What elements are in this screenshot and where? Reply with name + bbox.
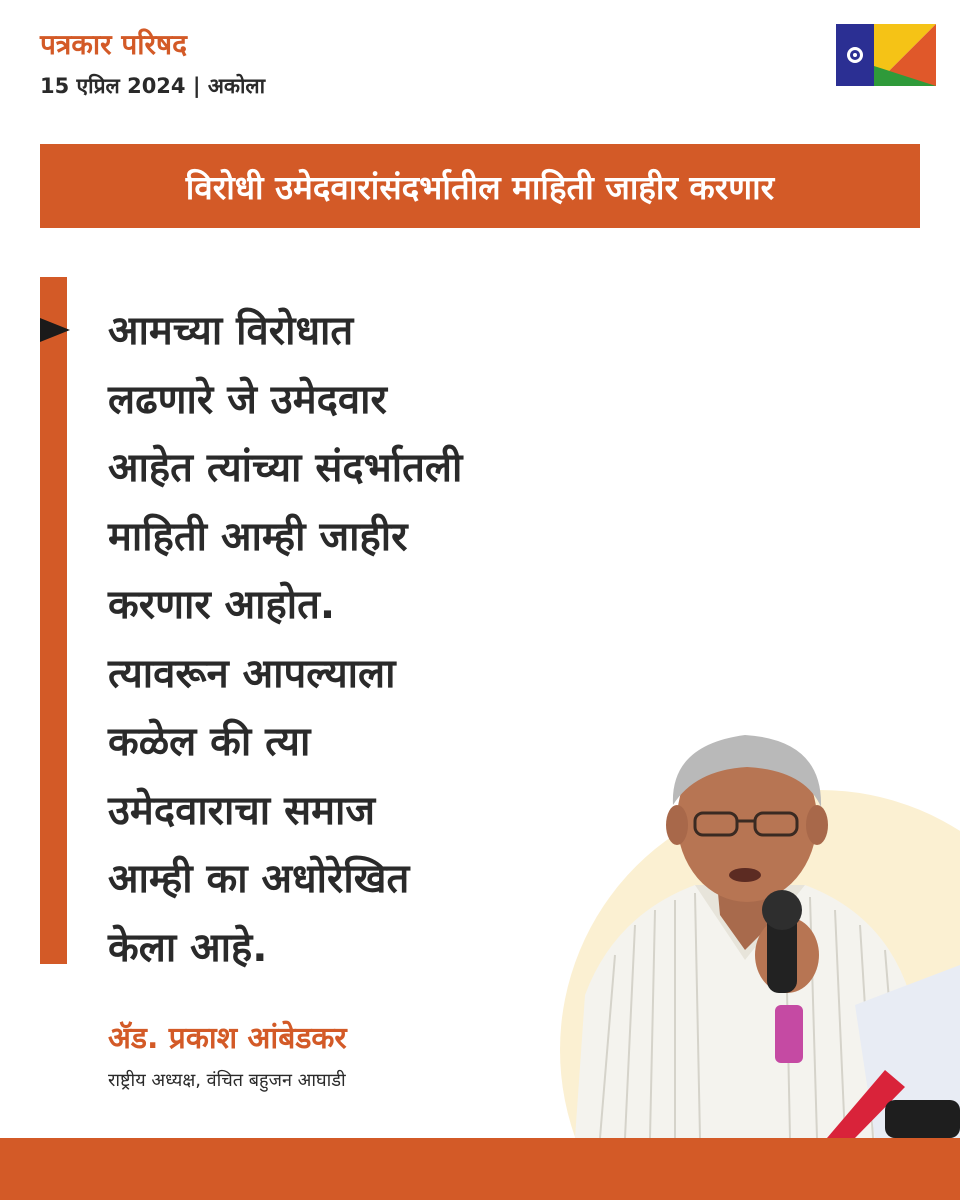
speaker-name: ॲड. प्रकाश आंबेडकर	[108, 1021, 347, 1056]
quote-line: करणार आहोत.	[108, 582, 336, 628]
footer-bar	[0, 1138, 960, 1200]
triangle-pointer-icon	[40, 318, 70, 342]
quote-block	[108, 297, 608, 982]
quote-line: आमच्या विरोधात	[108, 308, 354, 354]
party-flag-icon	[836, 24, 936, 86]
quote-line: आहेत त्यांच्या संदर्भातली	[108, 445, 463, 491]
speaker-photo	[555, 725, 960, 1138]
quote-line: उमेदवाराचा समाज	[108, 787, 376, 834]
headline-banner	[40, 144, 920, 228]
header-title: पत्रकार परिषद	[40, 28, 187, 61]
quote-line: आम्ही का अधोरेखित	[108, 856, 410, 902]
quote-line: माहिती आम्ही जाहीर	[108, 513, 408, 560]
quote-line: केला आहे.	[108, 924, 268, 971]
speaker-title: राष्ट्रीय अध्यक्ष, वंचित बहुजन आघाडी	[108, 1070, 346, 1091]
quote-line: त्यावरून आपल्याला	[108, 650, 396, 697]
headline-text: विरोधी उमेदवारांसंदर्भातील माहिती जाहीर करणार	[185, 167, 775, 207]
quote-line: लढणारे जे उमेदवार	[108, 376, 387, 423]
accent-bar	[40, 277, 67, 964]
quote-line: कळेल की त्या	[108, 719, 311, 765]
header-date-location: 15 एप्रिल 2024 | अकोला	[40, 74, 266, 98]
